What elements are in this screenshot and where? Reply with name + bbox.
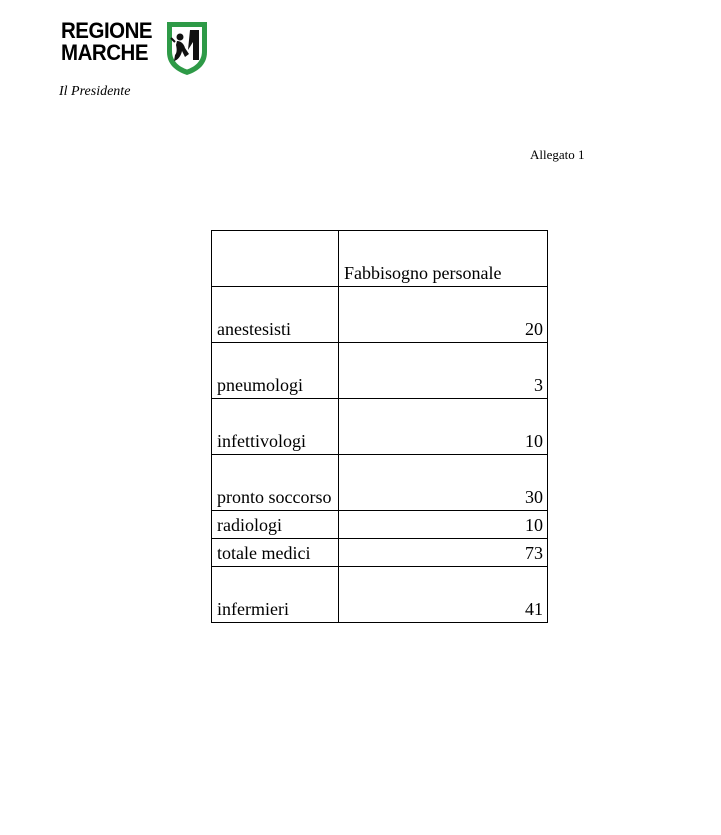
table-row <box>212 539 548 567</box>
row-category: infettivologi <box>212 399 339 455</box>
table-row <box>212 455 548 511</box>
logo-line-1: REGIONE <box>61 18 153 43</box>
row-category: pneumologi <box>212 343 339 399</box>
shield-icon <box>164 20 210 76</box>
regione-marche-logo <box>61 20 211 76</box>
row-category: pronto soccorso <box>212 455 339 511</box>
row-value: 10 <box>339 511 548 539</box>
row-value: 3 <box>339 343 548 399</box>
row-value: 20 <box>339 287 548 343</box>
logo-wordmark <box>61 20 159 64</box>
president-subtitle: Il Presidente <box>59 84 131 99</box>
table-row <box>212 567 548 623</box>
header-value-cell: Fabbisogno personale <box>339 231 548 287</box>
row-value: 10 <box>339 399 548 455</box>
row-category: infermieri <box>212 567 339 623</box>
row-value: 41 <box>339 567 548 623</box>
staffing-needs-table <box>211 230 548 623</box>
row-category: totale medici <box>212 539 339 567</box>
table-row <box>212 343 548 399</box>
row-value: 73 <box>339 539 548 567</box>
row-category: radiologi <box>212 511 339 539</box>
row-value: 30 <box>339 455 548 511</box>
table-header-row <box>212 231 548 287</box>
row-category: anestesisti <box>212 287 339 343</box>
attachment-label: Allegato 1 <box>530 147 585 162</box>
header-category-cell <box>212 231 339 287</box>
table-row <box>212 399 548 455</box>
logo-line-2: MARCHE <box>61 40 149 65</box>
table-row <box>212 287 548 343</box>
table-row <box>212 511 548 539</box>
